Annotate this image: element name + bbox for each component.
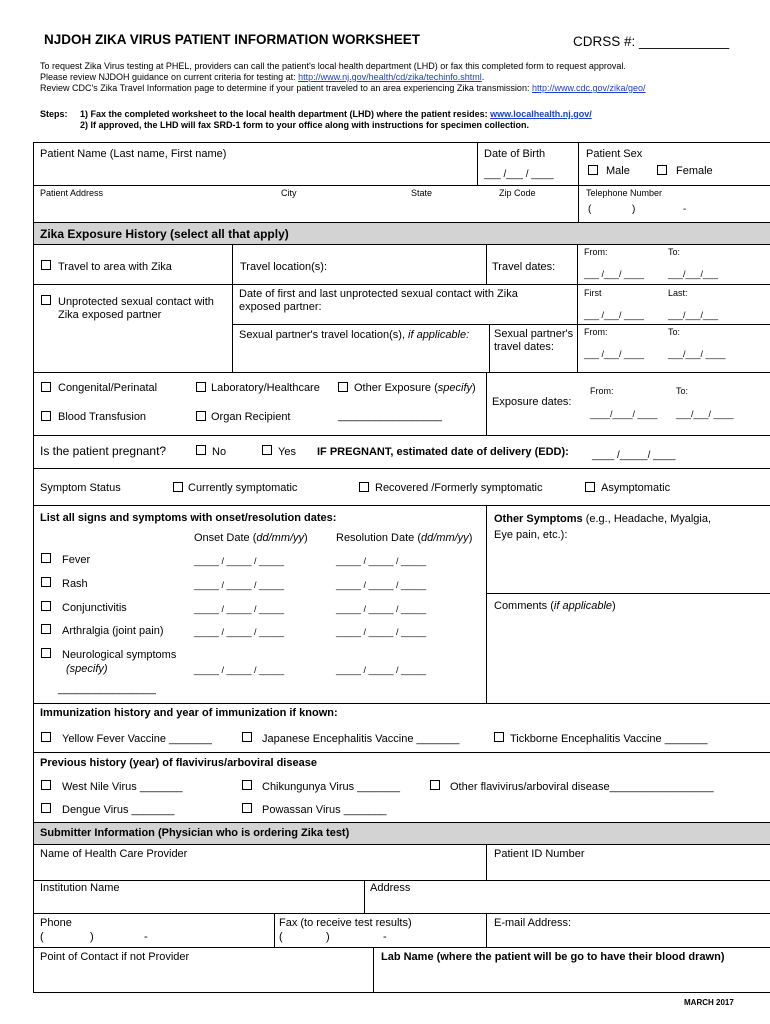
email-label: E-mail Address: xyxy=(494,917,572,929)
neurological-label: Neurological symptoms xyxy=(62,649,177,661)
fever-label: Fever xyxy=(62,554,91,566)
fever-onset-field[interactable]: _____ / _____ / _____ xyxy=(194,556,285,566)
rash-label: Rash xyxy=(62,578,88,590)
resolution-date-header: Resolution Date (dd/mm/yy) xyxy=(336,532,473,544)
lab-checkbox[interactable] xyxy=(196,382,206,392)
dob-field[interactable]: ___ /___ / ____ xyxy=(484,169,554,180)
congenital-label: Congenital/Perinatal xyxy=(58,382,158,394)
form-border-left xyxy=(33,142,34,992)
dengue-label: Dengue Virus _______ xyxy=(62,804,175,816)
organ-recipient-label: Organ Recipient xyxy=(211,411,291,423)
sex-label: Patient Sex xyxy=(586,148,643,160)
last-label: Last: xyxy=(668,288,688,298)
partner-travel-dates-label-2: travel dates: xyxy=(494,341,554,353)
patient-name-label: Patient Name (Last name, First name) xyxy=(40,148,227,160)
other-flavivirus-label: Other flavivirus/arboviral disease_________________ xyxy=(450,781,714,793)
point-of-contact-label: Point of Contact if not Provider xyxy=(40,951,190,963)
provider-name-label: Name of Health Care Provider xyxy=(40,848,188,860)
recovered-checkbox[interactable] xyxy=(359,482,369,492)
lab-name-label: Lab Name (where the patient will be go to have their blood drawn) xyxy=(381,951,725,963)
other-symptoms-label: Other Symptoms (e.g., Headache, Myalgia, xyxy=(494,513,712,525)
address-label: Patient Address xyxy=(40,188,104,198)
telephone-field-close: ) xyxy=(632,204,636,215)
tickborne-checkbox[interactable] xyxy=(494,732,504,742)
other-flavivirus-checkbox[interactable] xyxy=(430,780,440,790)
last-date-field[interactable]: ___/___/___ xyxy=(668,310,719,320)
dengue-checkbox[interactable] xyxy=(41,803,51,813)
arthralgia-checkbox[interactable] xyxy=(41,624,51,634)
yellow-fever-checkbox[interactable] xyxy=(41,732,51,742)
steps-label: Steps: xyxy=(40,109,68,119)
blood-transfusion-label: Blood Transfusion xyxy=(58,411,147,423)
telephone-field-dash: - xyxy=(683,204,687,215)
submitter-address-label: Address xyxy=(370,882,411,894)
lab-label: Laboratory/Healthcare xyxy=(211,382,320,394)
partner-to-label: To: xyxy=(668,327,681,337)
partner-from-field[interactable]: ___ /___/ ____ xyxy=(584,349,645,359)
exposure-to-label: To: xyxy=(676,386,689,396)
fever-checkbox[interactable] xyxy=(41,553,51,563)
west-nile-label: West Nile Virus _______ xyxy=(62,781,183,793)
japanese-encephalitis-label: Japanese Encephalitis Vaccine _______ xyxy=(262,733,460,745)
phone-label: Phone xyxy=(40,917,72,929)
exposure-header: Zika Exposure History (select all that apply) xyxy=(40,227,289,241)
comments-label: Comments (if applicable) xyxy=(494,600,616,612)
yellow-fever-label: Yellow Fever Vaccine _______ xyxy=(62,733,212,745)
edd-field[interactable]: ____ /_____/ ____ xyxy=(592,450,676,461)
rash-onset-field[interactable]: _____ / _____ / _____ xyxy=(194,580,285,590)
female-checkbox[interactable] xyxy=(657,165,667,175)
travel-dates-label: Travel dates: xyxy=(492,261,556,273)
step-1: 1) Fax the completed worksheet to the local health department (LHD) where the patient resides: www.localhealth.nj.gov/ xyxy=(80,109,592,119)
exposure-dates-label: Exposure dates: xyxy=(492,396,572,408)
institution-label: Institution Name xyxy=(40,882,120,894)
other-exposure-label: Other Exposure (specify) xyxy=(354,382,476,394)
other-symptoms-hint: Eye pain, etc.): xyxy=(494,529,568,541)
state-label: State xyxy=(411,188,433,198)
pregnant-yes-checkbox[interactable] xyxy=(262,445,272,455)
patient-id-label: Patient ID Number xyxy=(494,848,585,860)
conjunctivitis-onset-field[interactable]: _____ / _____ / _____ xyxy=(194,604,285,614)
partner-from-label: From: xyxy=(584,327,608,337)
partner-travel-location-label: Sexual partner's travel location(s), if applicable: xyxy=(239,329,470,341)
intro-line-3: Review CDC's Zika Travel Information page to determine if your patient traveled to an area experiencing Zika transmission: http://www.cdc.gov/zika/geo/ xyxy=(40,83,646,93)
symptoms-header: List all signs and symptoms with onset/resolution dates: xyxy=(40,512,337,524)
step-2: 2) If approved, the LHD will fax SRD-1 form to your office along with instructions for specimen collection. xyxy=(80,120,530,130)
blood-transfusion-checkbox[interactable] xyxy=(41,411,51,421)
female-label: Female xyxy=(676,165,713,177)
city-label: City xyxy=(281,188,297,198)
patient-name-field[interactable] xyxy=(40,164,470,176)
travel-from-field[interactable]: ___ /___/ ____ xyxy=(584,269,645,279)
chikungunya-label: Chikungunya Virus _______ xyxy=(262,781,401,793)
travel-to-label: To: xyxy=(668,247,681,257)
arthralgia-label: Arthralgia (joint pain) xyxy=(62,625,164,637)
currently-symptomatic-label: Currently symptomatic xyxy=(188,482,298,494)
arthralgia-onset-field[interactable]: _____ / _____ / _____ xyxy=(194,627,285,637)
first-contact-label: Date of first and last unprotected sexual contact with Zika xyxy=(239,288,518,300)
dob-label: Date of Birth xyxy=(484,148,546,160)
japanese-encephalitis-checkbox[interactable] xyxy=(242,732,252,742)
onset-date-header: Onset Date (dd/mm/yy) xyxy=(194,532,308,544)
immunization-header: Immunization history and year of immunization if known: xyxy=(40,707,338,719)
fax-label: Fax (to receive test results) xyxy=(279,917,412,929)
form-title: NJDOH ZIKA VIRUS PATIENT INFORMATION WORKSHEET xyxy=(44,32,420,47)
exposure-from-field[interactable]: ____/____/ ____ xyxy=(590,409,658,419)
organ-recipient-checkbox[interactable] xyxy=(196,411,206,421)
sexual-contact-checkbox[interactable] xyxy=(41,295,51,305)
powassan-label: Powassan Virus _______ xyxy=(262,804,387,816)
fax-field-dash: - xyxy=(383,931,387,943)
neurological-specify: (specify) xyxy=(66,663,108,675)
partner-travel-dates-label: Sexual partner's xyxy=(494,328,574,340)
conjunctivitis-resolution-field[interactable]: _____ / _____ / _____ xyxy=(336,604,427,614)
local-health-link[interactable]: www.localhealth.nj.gov/ xyxy=(490,109,592,119)
other-exposure-field[interactable]: _________________ xyxy=(338,410,443,422)
cdrss-number: CDRSS #: ____________ xyxy=(573,34,730,49)
recovered-label: Recovered /Formerly symptomatic xyxy=(375,482,543,494)
male-label: Male xyxy=(606,165,630,177)
travel-label: Travel to area with Zika xyxy=(58,261,172,273)
exposure-from-label: From: xyxy=(590,386,614,396)
arthralgia-resolution-field[interactable]: _____ / _____ / _____ xyxy=(336,627,427,637)
intro-line-2: Please review NJDOH guidance on current criteria for testing at: http://www.nj.gov/health/cd/zika/techinfo.shtml. xyxy=(40,72,485,82)
congenital-checkbox[interactable] xyxy=(41,382,51,392)
conjunctivitis-checkbox[interactable] xyxy=(41,601,51,611)
partner-to-field[interactable]: ___/___/ ____ xyxy=(668,349,726,359)
male-checkbox[interactable] xyxy=(588,165,598,175)
neurological-specify-field[interactable]: ________________ xyxy=(58,683,156,695)
divider xyxy=(33,142,770,143)
symptom-status-label: Symptom Status xyxy=(40,482,121,494)
neurological-onset-field[interactable]: _____ / _____ / _____ xyxy=(194,665,285,675)
chikungunya-checkbox[interactable] xyxy=(242,780,252,790)
phone-field-open[interactable]: ( xyxy=(40,931,44,943)
travel-from-label: From: xyxy=(584,247,608,257)
conjunctivitis-label: Conjunctivitis xyxy=(62,602,127,614)
rash-checkbox[interactable] xyxy=(41,577,51,587)
asymptomatic-label: Asymptomatic xyxy=(601,482,671,494)
fax-field-open[interactable]: ( xyxy=(279,931,283,943)
asymptomatic-checkbox[interactable] xyxy=(585,482,595,492)
pregnant-no-checkbox[interactable] xyxy=(196,445,206,455)
telephone-field-open[interactable]: ( xyxy=(588,204,592,215)
pregnant-question: Is the patient pregnant? xyxy=(40,444,167,458)
travel-checkbox[interactable] xyxy=(41,260,51,270)
telephone-label: Telephone Number xyxy=(586,188,663,198)
phone-field-close: ) xyxy=(90,931,94,943)
njdoh-guidance-link[interactable]: http://www.nj.gov/health/cd/zika/techinfo.shtml xyxy=(298,72,482,82)
sexual-contact-label: Unprotected sexual contact with xyxy=(58,296,214,308)
flavivirus-header: Previous history (year) of flavivirus/arboviral disease xyxy=(40,757,317,769)
cdc-travel-link[interactable]: http://www.cdc.gov/zika/geo/ xyxy=(531,83,646,93)
currently-symptomatic-checkbox[interactable] xyxy=(173,482,183,492)
edd-label: IF PREGNANT, estimated date of delivery (EDD): xyxy=(317,446,569,458)
sexual-contact-label-2: Zika exposed partner xyxy=(58,309,162,321)
travel-to-field[interactable]: ___/___/___ xyxy=(668,269,719,279)
footer-date: MARCH 2017 xyxy=(684,998,734,1007)
fever-resolution-field[interactable]: _____ / _____ / _____ xyxy=(336,556,427,566)
exposure-to-field[interactable]: ___/___/ ____ xyxy=(676,409,734,419)
first-label: First xyxy=(584,288,602,298)
west-nile-checkbox[interactable] xyxy=(41,780,51,790)
phone-field-dash: - xyxy=(144,931,148,943)
pregnant-no-label: No xyxy=(212,446,227,458)
travel-location-label: Travel location(s): xyxy=(240,261,328,273)
first-date-field[interactable]: ___ /___/ ____ xyxy=(584,310,645,320)
tickborne-label: Tickborne Encephalitis Vaccine _______ xyxy=(510,733,708,745)
pregnant-yes-label: Yes xyxy=(278,446,296,458)
fax-field-close: ) xyxy=(326,931,330,943)
submitter-header: Submitter Information (Physician who is ordering Zika test) xyxy=(40,827,350,839)
rash-resolution-field[interactable]: _____ / _____ / _____ xyxy=(336,580,427,590)
neurological-resolution-field[interactable]: _____ / _____ / _____ xyxy=(336,665,427,675)
intro-line-1: To request Zika Virus testing at PHEL, providers can call the patient's local health department (LHD) or fax this completed form to request approval. xyxy=(40,61,626,71)
neurological-checkbox[interactable] xyxy=(41,648,51,658)
other-exposure-checkbox[interactable] xyxy=(338,382,348,392)
powassan-checkbox[interactable] xyxy=(242,803,252,813)
zip-label: Zip Code xyxy=(499,188,536,198)
first-contact-label-2: exposed partner: xyxy=(239,301,322,313)
